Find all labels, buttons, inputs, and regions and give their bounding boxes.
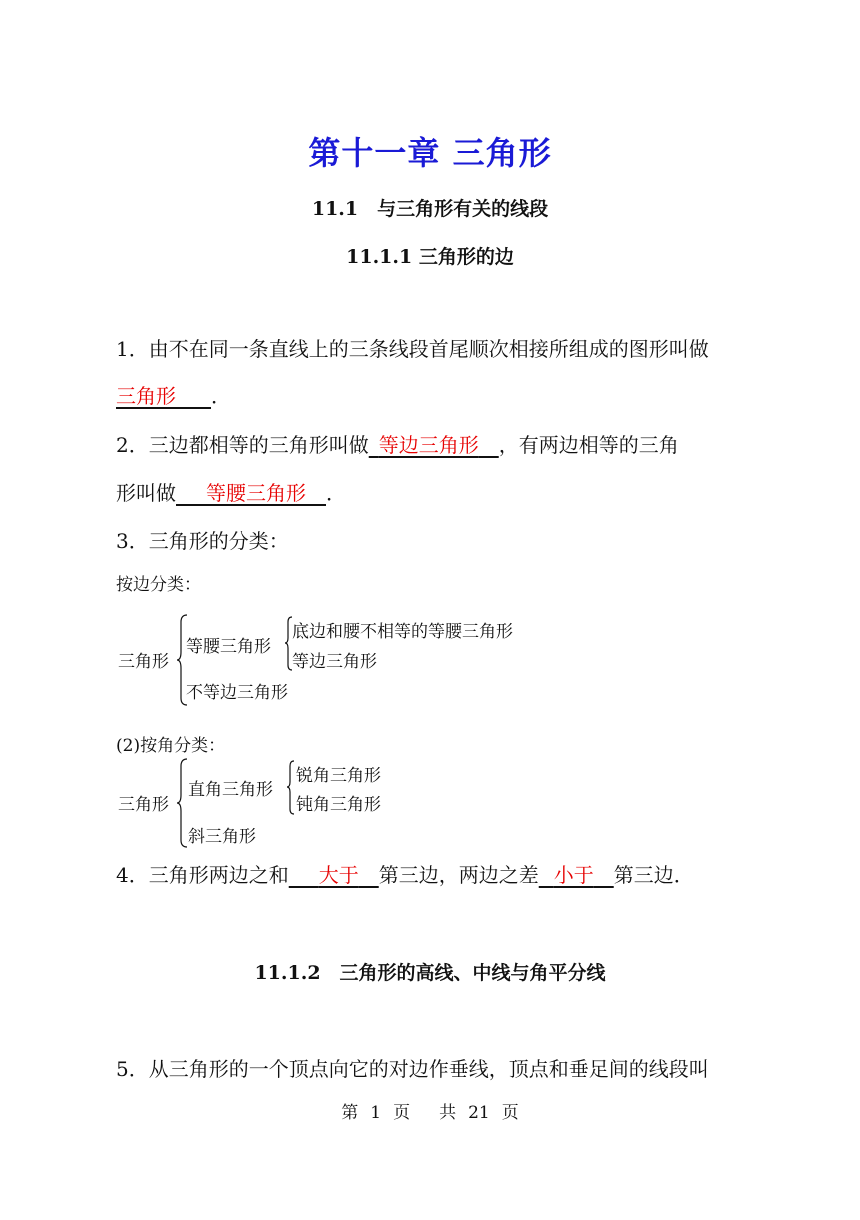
class-by-side-leaf-1: 底边和腰不相等的等腰三角形 (292, 622, 513, 642)
class-by-angle-root: 三角形 (118, 795, 169, 815)
class-by-angle-leaf-1: 锐角三角形 (296, 766, 381, 786)
question-1-answer: 三角形 (116, 384, 176, 408)
class-by-angle-label: (2)按角分类： (116, 736, 226, 756)
footer-total-unit: 页 (501, 1103, 519, 1123)
class-by-angle-branch-1: 直角三角形 (188, 780, 273, 800)
subsection-heading: 11.1.2 三角形的高线、中线与角平分线 (254, 962, 606, 984)
footer-page-number: 1 (370, 1103, 382, 1123)
question-2-answer-2: 等腰三角形 (206, 481, 306, 505)
question-2-prefix: 2．三边都相等的三角形叫做 (116, 433, 369, 457)
question-4-text (116, 860, 694, 890)
page-footer (0, 1098, 860, 1123)
question-2-middle: ，有两边相等的三角 (498, 433, 679, 457)
footer-total-pages: 21 (468, 1103, 490, 1123)
question-5-text: 5．从三角形的一个顶点向它的对边作垂线，顶点和垂足间的线段叫 (116, 1057, 709, 1081)
question-3-text: 3．三角形的分类： (116, 529, 289, 553)
section-heading: 11.1 与三角形有关的线段 (311, 198, 549, 220)
question-2-line-1 (116, 430, 679, 460)
class-by-angle-branch-2: 斜三角形 (188, 827, 256, 847)
small-brace-icon (286, 760, 295, 815)
class-by-side-label: 按边分类： (116, 575, 201, 595)
class-by-side-leaf-2: 等边三角形 (292, 652, 377, 672)
question-1-answer-line (116, 381, 231, 411)
class-by-angle-leaf-2: 钝角三角形 (296, 795, 381, 815)
question-4-answer-2: 小于 (553, 863, 594, 887)
question-4-answer-1: 大于 (318, 863, 359, 887)
footer-page-unit: 页 (393, 1103, 411, 1123)
subsection-heading: 11.1.1 三角形的边 (346, 246, 514, 268)
question-2-line-2 (116, 478, 346, 508)
big-brace-icon (176, 758, 188, 848)
question-4-end: 第三边． (613, 863, 694, 887)
question-2-line2-prefix: 形叫做 (116, 481, 176, 505)
question-1-text: 1．由不在同一条直线上的三条线段首尾顺次相接所组成的图形叫做 (116, 337, 709, 361)
chapter-title: 第十一章 三角形 (308, 134, 552, 172)
question-2-answer-1: 等边三角形 (378, 433, 479, 457)
footer-total-word: 共 (439, 1103, 457, 1123)
question-1-end: ． (211, 384, 231, 408)
question-4-middle: 第三边，两边之差 (378, 863, 539, 887)
class-by-side-branch-2: 不等边三角形 (186, 683, 288, 703)
footer-page-word: 第 (341, 1103, 359, 1123)
question-4-prefix: 4．三角形两边之和 (116, 863, 289, 887)
class-by-side-root: 三角形 (118, 652, 169, 672)
question-2-end: ． (326, 481, 346, 505)
class-by-side-branch-1: 等腰三角形 (186, 637, 271, 657)
